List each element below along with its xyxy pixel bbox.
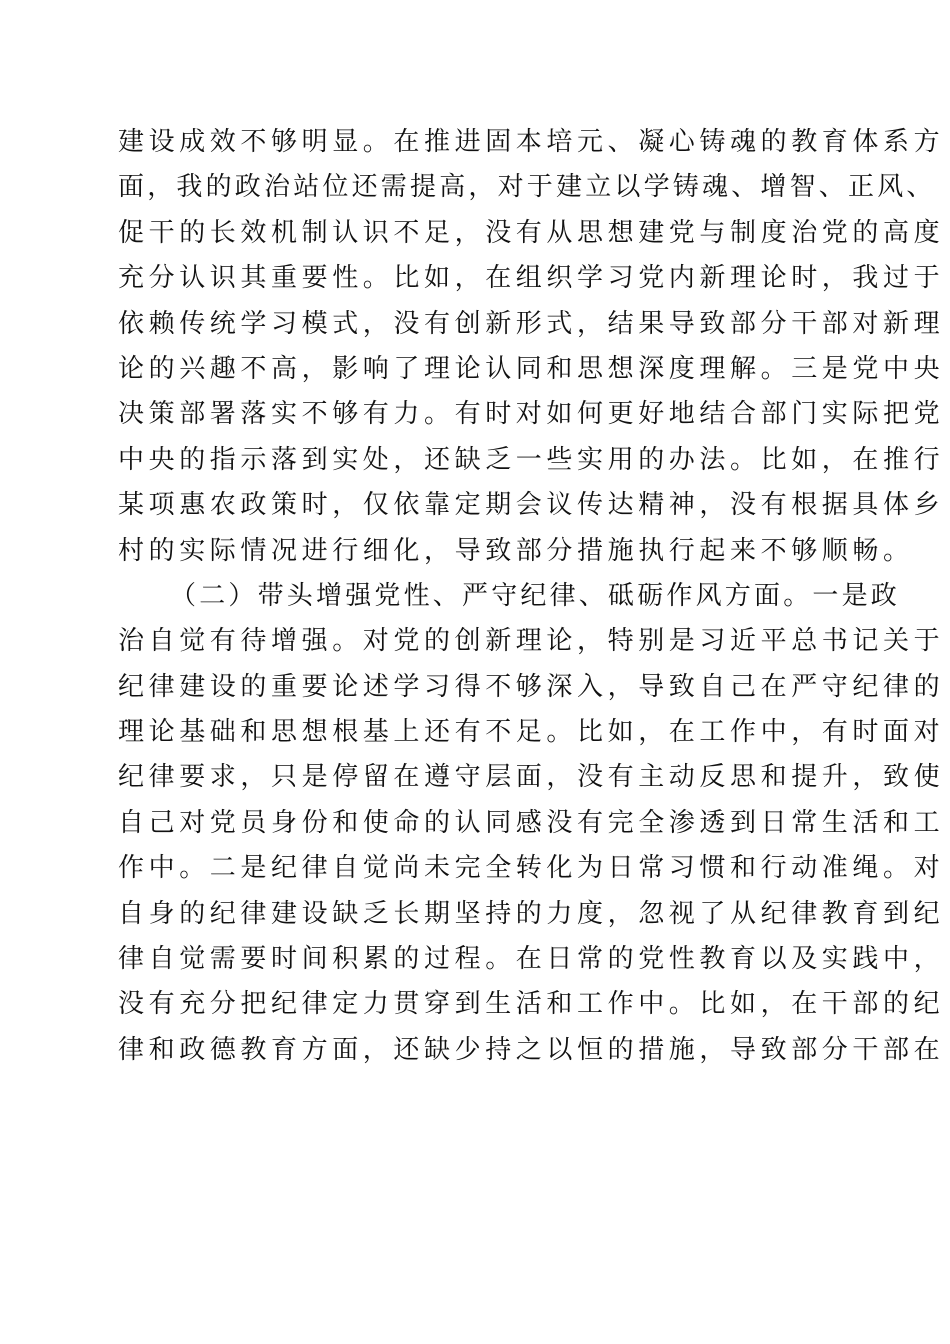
- text-line: 决策部署落实不够有力。有时对如何更好地结合部门实际把党: [118, 399, 945, 430]
- text-line: 作中。二是纪律自觉尚未完全转化为日常习惯和行动准绳。对: [118, 853, 945, 884]
- text-line: 纪律要求，只是停留在遵守层面，没有主动反思和提升，致使: [118, 762, 945, 793]
- text-line: 理论基础和思想根基上还有不足。比如，在工作中，有时面对: [118, 717, 945, 748]
- text-line: 村的实际情况进行细化，导致部分措施执行起来不够顺畅。: [118, 535, 914, 566]
- text-line: 某项惠农政策时，仅依靠定期会议传达精神，没有根据具体乡: [118, 490, 945, 521]
- text-line: 自身的纪律建设缺乏长期坚持的力度，忽视了从纪律教育到纪: [118, 898, 945, 929]
- text-line: 建设成效不够明显。在推进固本培元、凝心铸魂的教育体系方: [118, 127, 945, 157]
- text-line: 促干的长效机制认识不足，没有从思想建党与制度治党的高度: [118, 217, 945, 248]
- text-line: 中央的指示落到实处，还缺乏一些实用的办法。比如，在推行: [118, 444, 945, 475]
- text-line: 没有充分把纪律定力贯穿到生活和工作中。比如，在干部的纪: [118, 989, 945, 1020]
- text-line: 纪律建设的重要论述学习得不够深入，导致自己在严守纪律的: [118, 671, 945, 702]
- text-line: 自己对党员身份和使命的认同感没有完全渗透到日常生活和工: [118, 807, 945, 838]
- text-line: 充分认识其重要性。比如，在组织学习党内新理论时，我过于: [118, 263, 945, 294]
- text-line: 论的兴趣不高，影响了理论认同和思想深度理解。三是党中央: [118, 353, 945, 384]
- text-line: 律和政德教育方面，还缺少持之以恒的措施，导致部分干部在: [118, 1034, 945, 1065]
- text-line: 依赖传统学习模式，没有创新形式，结果导致部分干部对新理: [118, 308, 945, 339]
- text-line: 面，我的政治站位还需提高，对于建立以学铸魂、增智、正风、: [118, 172, 936, 203]
- text-line: 治自觉有待增强。对党的创新理论，特别是习近平总书记关于: [118, 626, 945, 657]
- body-text: [118, 120, 945, 1073]
- section-heading-line: （二）带头增强党性、严守纪律、砥砺作风方面。一是政: [170, 580, 901, 611]
- text-line: 律自觉需要时间积累的过程。在日常的党性教育以及实践中，: [118, 944, 945, 975]
